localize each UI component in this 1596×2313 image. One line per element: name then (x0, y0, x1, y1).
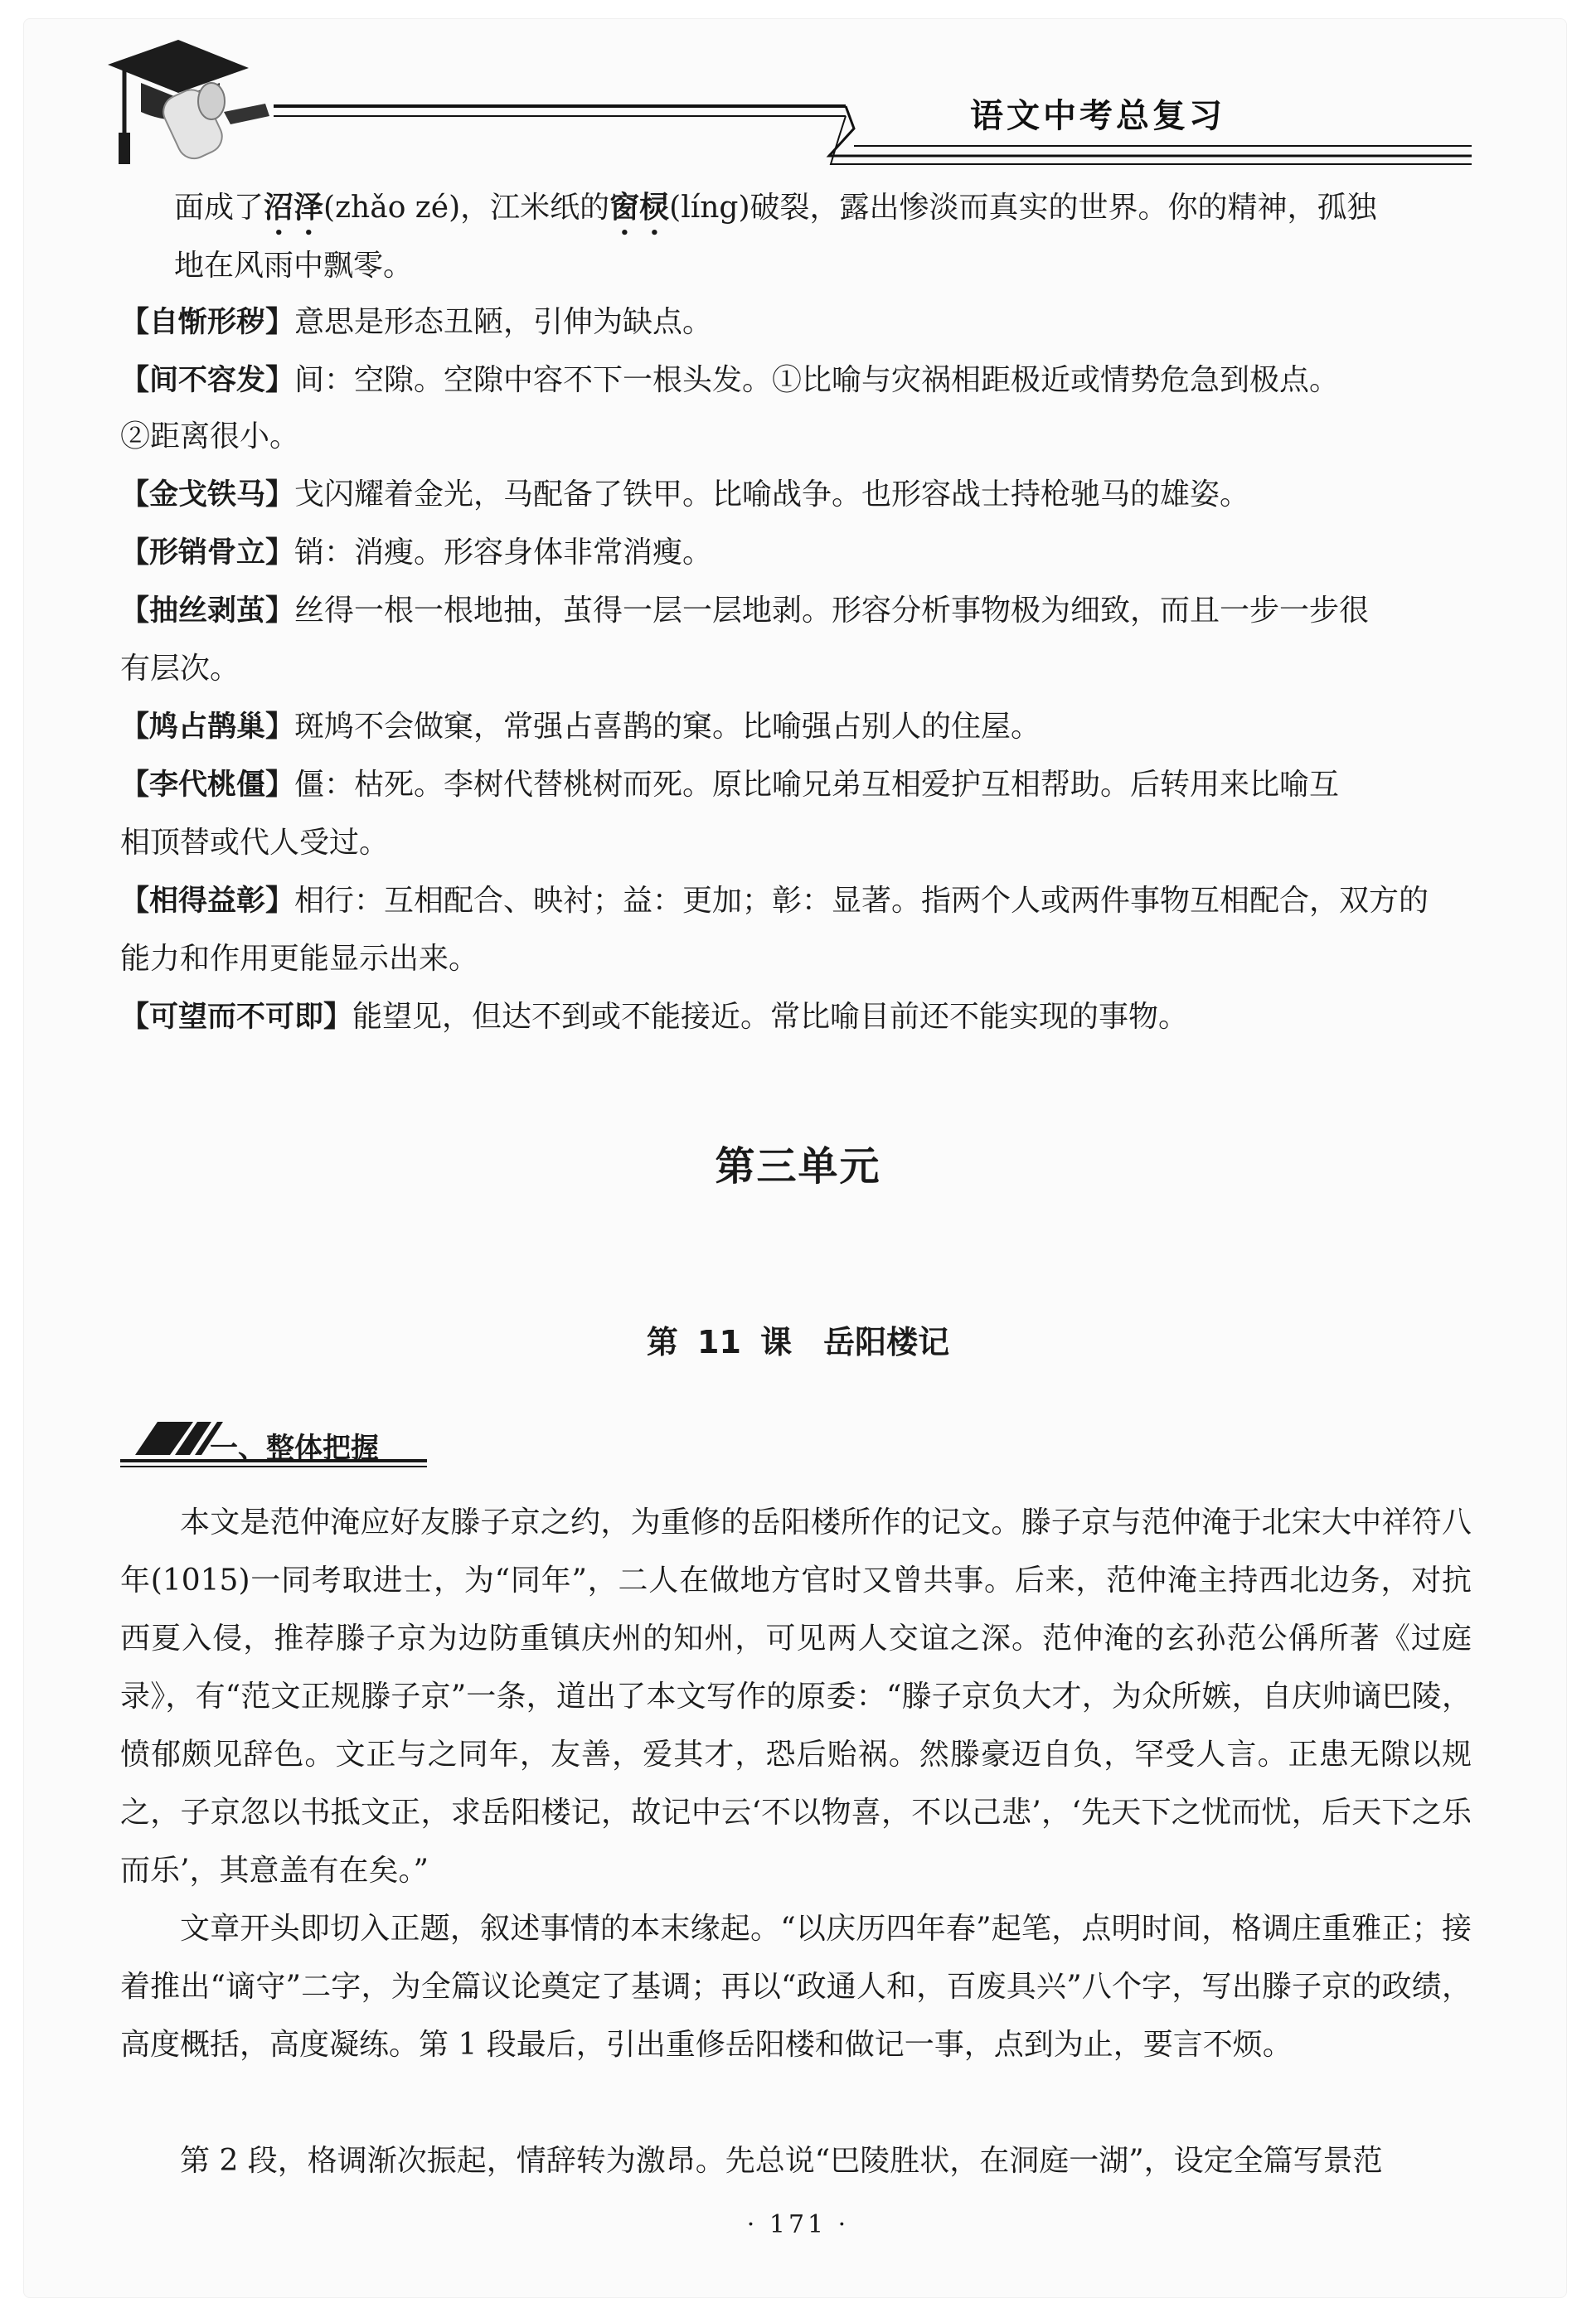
intro-text: 面成了 (174, 191, 264, 225)
entry-term: 【相得益彰】 (120, 885, 295, 918)
entry-line (120, 361, 1339, 400)
body-paragraph-1: 本文是范仲淹应好友滕子京之约，为重修的岳阳楼所作的记文。滕子京与范仲淹于北宋大中祥符八年(1015)一同考取进士，为“同年”，二人在做地方官时又曾共事。后来，范仲淹主持西北边务，对抗西夏入侵，推荐滕子京为边防重镇庆州的知州，可见两人交谊之深。范仲淹的玄孙范公偁所著《过庭录》，有“范文正规滕子京”一条，道出了本文写作的原委：“滕子京负大才，为众所嫉，自庆帅谪巴陵，愤郁颇见辞色。文正与之同年，友善，爱其才，恐后贻祸。然滕豪迈自负，罕受人言。正患无隙以规之，子京忽以书抵文正，求岳阳楼记，故记中云‘不以物喜，不以己悲’，‘先天下之忧而忧，后天下之乐而乐’，其意盖有在矣。” (120, 1506, 1472, 1888)
entry-definition: 斑鸠不会做窠，常强占喜鹊的窠。比喻强占别人的住屋。 (294, 710, 1041, 744)
body-paragraph-2: 文章开头即切入正题，叙述事情的本末缘起。“以庆历四年春”起笔，点明时间，格调庄重雅正；接着推出“谪守”二字，为全篇议论奠定了基调；再以“政通人和，百废具兴”八个字，写出滕子京的政绩，高度概括，高度凝练。第 1 段最后，引出重修岳阳楼和做记一事，点到为止，要言不烦。 (120, 1912, 1472, 2062)
body-paragraph-3: 第 2 段，格调渐次振起，情辞转为激昂。先总说“巴陵胜状，在洞庭一湖”，设定全篇写景范 (180, 2144, 1383, 2178)
intro-text: (líng)破裂，露出惨淡而真实的世界。你的精神，孤独 (669, 191, 1377, 225)
header-title: 语文中考总复习 (970, 96, 1225, 135)
entry-continuation: 能力和作用更能显示出来。 (120, 942, 479, 976)
entry-line (120, 303, 712, 342)
page-number: · 171 · (746, 2210, 850, 2239)
entry-definition: 销：消瘦。形容身体非常消瘦。 (294, 536, 713, 570)
entry-line (120, 882, 1429, 920)
entry-line (120, 476, 1249, 514)
dotted-word: 沼泽 (264, 191, 324, 225)
graduation-cap-icon (0, 0, 1596, 178)
entry-term: 【李代桃僵】 (120, 769, 295, 802)
unit-title: 第三单元 (715, 1143, 881, 1190)
intro-line-2: 地在风雨中飘零。 (174, 249, 414, 283)
entry-term: 【形销骨立】 (120, 536, 295, 570)
entry-line (120, 998, 1188, 1036)
entry-definition: 相行：互相配合、映衬；益：更加；彰：显著。指两个人或两件事物互相配合，双方的 (294, 884, 1429, 918)
entry-line (120, 534, 712, 572)
entry-term: 【自惭形秽】 (120, 306, 295, 339)
entry-definition: 戈闪耀着金光，马配备了铁甲。比喻战争。也形容战士持枪驰马的雄姿。 (294, 478, 1250, 512)
entry-continuation: 相顶替或代人受过。 (120, 826, 390, 860)
entry-definition: 僵：枯死。李树代替桃树而死。原比喻兄弟互相爱护互相帮助。后转用来比喻互 (294, 768, 1340, 802)
entry-continuation: ②距离很小。 (120, 419, 300, 453)
section-heading (120, 1414, 435, 1472)
entry-term: 【可望而不可即】 (120, 1001, 353, 1034)
intro-text: (zhǎo zé)，江米纸的 (323, 191, 610, 225)
dotted-word: 窗棂 (609, 191, 670, 225)
entry-definition: 间：空隙。空隙中容不下一根头发。①比喻与灾祸相距极近或情势危急到极点。 (294, 363, 1340, 397)
entry-line (120, 592, 1369, 630)
entry-definition: 丝得一根一根地抽，茧得一层一层地剥。形容分析事物极为细致，而且一步一步很 (294, 594, 1370, 628)
entry-term: 【抽丝剥茧】 (120, 594, 295, 628)
entry-definition: 能望见，但达不到或不能接近。常比喻目前还不能实现的事物。 (352, 1000, 1189, 1034)
page-header (0, 0, 1596, 178)
entry-term: 【鸠占鹊巢】 (120, 710, 295, 744)
intro-line-1 (174, 189, 1377, 242)
entry-line (120, 766, 1339, 804)
entry-line (120, 708, 1041, 746)
entry-term: 【金戈铁马】 (120, 478, 295, 512)
section-heading-text: 一、整体把握 (210, 1432, 379, 1465)
lesson-title: 第 11 课 岳阳楼记 (646, 1324, 950, 1360)
entry-continuation: 有层次。 (120, 652, 240, 686)
entry-definition: 意思是形态丑陋，引伸为缺点。 (294, 305, 713, 339)
entry-term: 【间不容发】 (120, 364, 295, 397)
